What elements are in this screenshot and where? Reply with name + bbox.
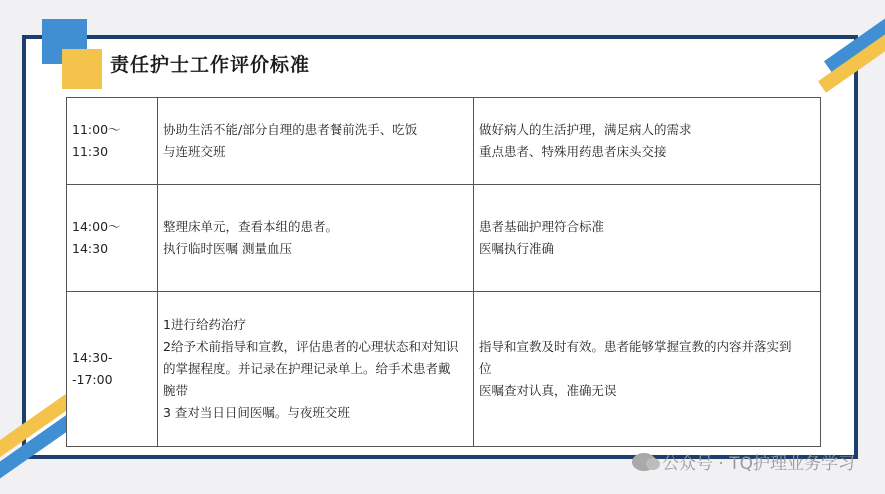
evaluation-table bbox=[66, 97, 821, 447]
watermark-text: 公众号 · TQ护理业务学习 bbox=[662, 454, 855, 474]
content-cell: 协助生活不能/部分自理的患者餐前洗手、吃饭 与连班交班 bbox=[158, 98, 474, 185]
time-cell: 11:00～11:30 bbox=[67, 98, 158, 185]
standard-cell: 患者基础护理符合标准 医嘱执行准确 bbox=[474, 185, 821, 292]
standard-cell: 指导和宣教及时有效。患者能够掌握宣教的内容并落实到 位 医嘱查对认真，准确无误 bbox=[474, 292, 821, 447]
decor-yellow-square bbox=[62, 49, 102, 89]
table-row bbox=[67, 98, 821, 185]
content-cell: 整理床单元，查看本组的患者。 执行临时医嘱 测量血压 bbox=[158, 185, 474, 292]
table-row bbox=[67, 185, 821, 292]
content-cell: 1进行给药治疗 2给予术前指导和宣教，评估患者的心理状态和对知识 的掌握程度。并记录在护理记录单上。给手术患者戴 腕带 3 查对当日日间医嘱。与夜班交班 bbox=[158, 292, 474, 447]
standard-cell: 做好病人的生活护理，满足病人的需求 重点患者、特殊用药患者床头交接 bbox=[474, 98, 821, 185]
time-cell: 14:30--17:00 bbox=[67, 292, 158, 447]
wechat-icon bbox=[632, 453, 656, 471]
time-cell: 14:00～14:30 bbox=[67, 185, 158, 292]
watermark bbox=[632, 449, 855, 474]
table-row bbox=[67, 292, 821, 447]
page-title: 责任护士工作评价标准 bbox=[110, 54, 311, 76]
